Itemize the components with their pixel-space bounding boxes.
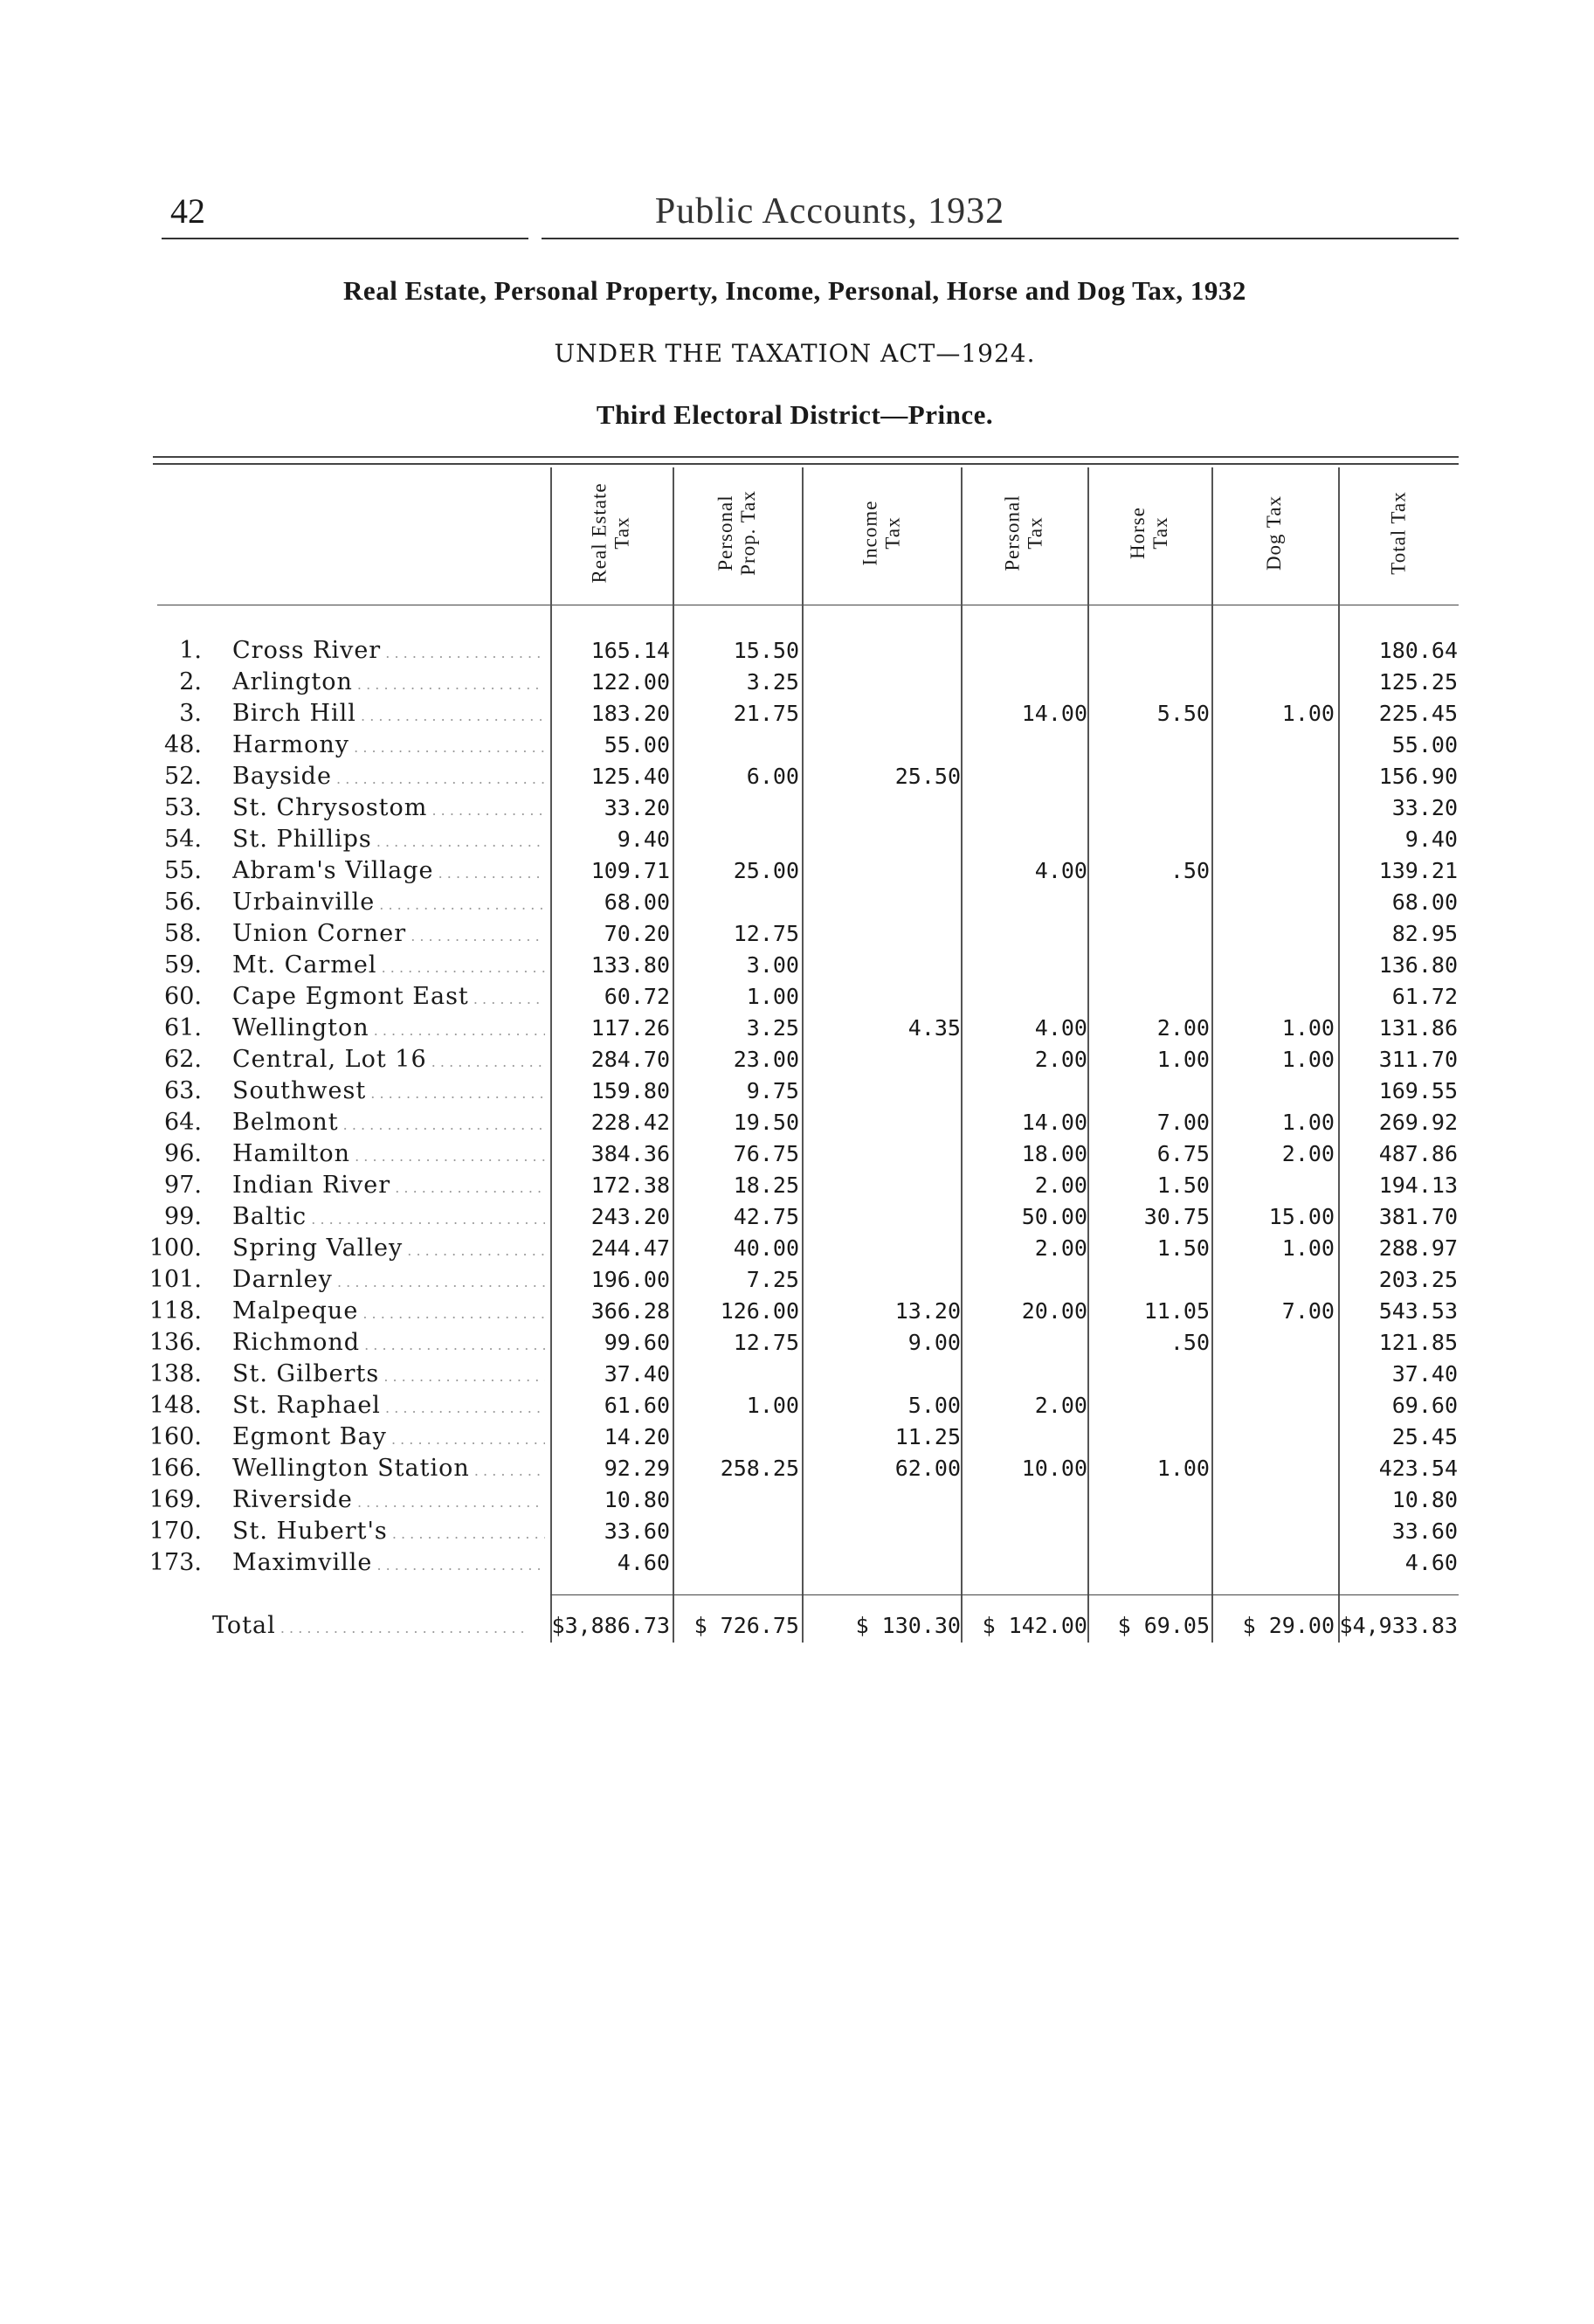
table-cell: 76.75 [733, 1141, 799, 1166]
table-cell: 1.00 [1156, 1456, 1210, 1481]
table-cell: 133.80 [590, 952, 670, 978]
table-cell: 2.00 [1034, 1235, 1087, 1261]
row-number: 3. [179, 700, 202, 727]
table-cell: .50 [1170, 858, 1210, 883]
table-cell: 99.60 [604, 1330, 670, 1355]
table-cell: 2.00 [1281, 1141, 1335, 1166]
table-cell: 125.25 [1378, 669, 1458, 695]
table-cell: 1.50 [1156, 1172, 1210, 1198]
col-head-income: Income Tax [859, 500, 903, 566]
row-number: 97. [164, 1172, 202, 1199]
table-cell: 62.00 [894, 1456, 961, 1481]
col-head-personal: Personal Tax [1001, 495, 1046, 571]
table-row [0, 730, 1594, 761]
table-cell: 10.00 [1021, 1456, 1087, 1481]
table-cell: 14.00 [1021, 1110, 1087, 1135]
table-cell: 68.00 [604, 889, 670, 915]
table-cell: 14.00 [1021, 701, 1087, 726]
row-number: 101. [148, 1266, 202, 1293]
table-cell: 12.75 [733, 1330, 799, 1355]
table-cell: 7.00 [1281, 1298, 1335, 1324]
district-name: Malpeque . . . [232, 1296, 545, 1330]
table-cell: 3.25 [746, 669, 799, 695]
table-cell: 40.00 [733, 1235, 799, 1261]
total-income: $ 130.30 [855, 1613, 961, 1638]
district-name: Egmont Bay . . . [232, 1421, 545, 1456]
table-cell: 1.00 [746, 1393, 799, 1418]
table-cell: 1.00 [1281, 1110, 1335, 1135]
district-name: Bayside . . . [232, 761, 545, 795]
table-cell: 61.72 [1391, 984, 1458, 1009]
table-cell: 2.00 [1156, 1015, 1210, 1041]
table-cell: 366.28 [590, 1298, 670, 1324]
table-cell: 9.40 [617, 827, 670, 852]
table-cell: 37.40 [604, 1361, 670, 1387]
table-row [0, 1516, 1594, 1547]
table-cell: 33.20 [1391, 795, 1458, 820]
table-cell: 11.25 [894, 1424, 961, 1449]
table-cell: 3.00 [746, 952, 799, 978]
table-row [0, 1390, 1594, 1421]
row-number: 148. [148, 1392, 202, 1419]
table-cell: 1.00 [1281, 1047, 1335, 1072]
table-cell: 172.38 [590, 1172, 670, 1198]
table-cell: 543.53 [1378, 1298, 1458, 1324]
table-cell: 194.13 [1378, 1172, 1458, 1198]
table-cell: 1.00 [746, 984, 799, 1009]
table-cell: 20.00 [1021, 1298, 1087, 1324]
row-number: 56. [164, 889, 202, 916]
table-cell: 25.45 [1391, 1424, 1458, 1449]
row-number: 61. [164, 1014, 202, 1041]
table-row [0, 981, 1594, 1013]
table-cell: 126.00 [720, 1298, 799, 1324]
row-number: 166. [148, 1455, 202, 1482]
district-name: Birch Hill . . . [232, 698, 545, 732]
table-cell: 284.70 [590, 1047, 670, 1072]
district-name: Central, Lot 16 . . . [232, 1044, 545, 1078]
table-cell: 1.00 [1156, 1047, 1210, 1072]
table-cell: 136.80 [1378, 952, 1458, 978]
table-cell: 15.50 [733, 638, 799, 663]
district-name: Hamilton . . . [232, 1138, 545, 1172]
district-name: Abram's Village . . . [232, 855, 545, 889]
table-cell: 30.75 [1143, 1204, 1210, 1229]
row-number: 99. [164, 1203, 202, 1230]
table-cell: 61.60 [604, 1393, 670, 1418]
table-cell: 4.00 [1034, 1015, 1087, 1041]
district-name: Union Corner . . . [232, 918, 545, 952]
table-cell: 19.50 [733, 1110, 799, 1135]
table-row [0, 1201, 1594, 1233]
page-number: 42 [170, 191, 205, 231]
district-name: St. Hubert's . . . [232, 1516, 545, 1550]
district-heading: Third Electoral District—Prince. [596, 399, 994, 430]
table-cell: 180.64 [1378, 638, 1458, 663]
table-cell: 9.00 [907, 1330, 961, 1355]
totals-rule [550, 1594, 1459, 1595]
table-cell: 6.00 [746, 764, 799, 789]
table-cell: 14.20 [604, 1424, 670, 1449]
table-cell: 4.00 [1034, 858, 1087, 883]
district-name: Darnley . . . [232, 1264, 545, 1298]
table-top-rule [153, 456, 1459, 458]
row-number: 1. [179, 637, 202, 664]
table-row [0, 792, 1594, 824]
table-row [0, 667, 1594, 698]
table-cell: 117.26 [590, 1015, 670, 1041]
header-rule [542, 238, 1459, 239]
table-cell: 196.00 [590, 1267, 670, 1292]
row-number: 59. [164, 951, 202, 979]
table-row [0, 1076, 1594, 1107]
district-name: St. Raphael . . . [232, 1390, 545, 1424]
table-cell: 269.92 [1378, 1110, 1458, 1135]
row-number: 52. [164, 763, 202, 790]
table-cell: 60.72 [604, 984, 670, 1009]
total-horse: $ 69.05 [1117, 1613, 1210, 1638]
table-cell: 18.00 [1021, 1141, 1087, 1166]
totals-row [0, 1610, 1594, 1642]
table-cell: 15.00 [1268, 1204, 1335, 1229]
table-cell: 18.25 [733, 1172, 799, 1198]
table-cell: 4.35 [907, 1015, 961, 1041]
table-cell: 1.50 [1156, 1235, 1210, 1261]
table-row [0, 1453, 1594, 1484]
table-cell: 169.55 [1378, 1078, 1458, 1103]
table-cell: 5.00 [907, 1393, 961, 1418]
table-row [0, 1013, 1594, 1044]
table-row [0, 918, 1594, 950]
district-name: St. Chrysostom . . . [232, 792, 545, 827]
col-head-horse: Horse Tax [1127, 507, 1171, 559]
row-number: 54. [164, 826, 202, 853]
table-cell: 33.20 [604, 795, 670, 820]
district-name: Riverside . . . [232, 1484, 545, 1518]
table-cell: 82.95 [1391, 921, 1458, 946]
table-cell: 10.80 [1391, 1487, 1458, 1512]
table-cell: 7.00 [1156, 1110, 1210, 1135]
district-name: Cross River . . . [232, 635, 545, 669]
district-name: Wellington . . . [232, 1013, 545, 1047]
table-row [0, 1107, 1594, 1138]
table-cell: 121.85 [1378, 1330, 1458, 1355]
district-name: St. Phillips . . . [232, 824, 545, 858]
table-row [0, 1484, 1594, 1516]
table-cell: 9.40 [1404, 827, 1458, 852]
table-cell: 50.00 [1021, 1204, 1087, 1229]
table-cell: 258.25 [720, 1456, 799, 1481]
table-row [0, 698, 1594, 730]
district-name: Mt. Carmel . . . [232, 950, 545, 984]
table-cell: 12.75 [733, 921, 799, 946]
row-number: 170. [148, 1518, 202, 1545]
table-row [0, 635, 1594, 667]
table-cell: 131.86 [1378, 1015, 1458, 1041]
table-cell: 23.00 [733, 1047, 799, 1072]
table-cell: 4.60 [617, 1550, 670, 1575]
table-row [0, 1421, 1594, 1453]
table-cell: 3.25 [746, 1015, 799, 1041]
table-row [0, 855, 1594, 887]
district-name: Arlington . . . [232, 667, 545, 701]
table-cell: 55.00 [604, 732, 670, 757]
table-cell: 1.00 [1281, 1235, 1335, 1261]
row-number: 2. [179, 668, 202, 695]
table-row [0, 1264, 1594, 1296]
row-number: 160. [148, 1423, 202, 1450]
table-cell: 7.25 [746, 1267, 799, 1292]
total-personal: $ 142.00 [982, 1613, 1087, 1638]
table-cell: 2.00 [1034, 1172, 1087, 1198]
table-row [0, 1327, 1594, 1359]
table-cell: 69.60 [1391, 1393, 1458, 1418]
table-cell: 68.00 [1391, 889, 1458, 915]
row-number: 118. [148, 1297, 202, 1325]
district-name: Baltic . . . [232, 1201, 545, 1235]
total-personal-prop: $ 726.75 [693, 1613, 799, 1638]
table-cell: 70.20 [604, 921, 670, 946]
table-cell: 25.50 [894, 764, 961, 789]
table-subtitle: UNDER THE TAXATION ACT—1924. [554, 339, 1036, 368]
row-number: 58. [164, 920, 202, 947]
table-cell: 288.97 [1378, 1235, 1458, 1261]
row-number: 53. [164, 794, 202, 821]
row-number: 60. [164, 983, 202, 1010]
district-name: Cape Egmont East . . . [232, 981, 545, 1015]
table-cell: 6.75 [1156, 1141, 1210, 1166]
table-cell: 244.47 [590, 1235, 670, 1261]
col-head-real-estate: Real Estate Tax [588, 482, 633, 584]
table-cell: 122.00 [590, 669, 670, 695]
table-cell: 92.29 [604, 1456, 670, 1481]
table-cell: 2.00 [1034, 1047, 1087, 1072]
table-cell: 156.90 [1378, 764, 1458, 789]
district-name: Spring Valley . . . [232, 1233, 545, 1267]
running-head: Public Accounts, 1932 [654, 191, 1005, 232]
table-cell: 165.14 [590, 638, 670, 663]
table-cell: 487.86 [1378, 1141, 1458, 1166]
totals-label: Total . . . [212, 1610, 544, 1644]
row-number: 96. [164, 1140, 202, 1167]
district-name: Belmont . . . [232, 1107, 545, 1141]
row-number: 100. [148, 1235, 202, 1262]
row-number: 138. [148, 1360, 202, 1387]
district-name: Harmony . . . [232, 730, 545, 764]
table-row [0, 1170, 1594, 1201]
row-number: 48. [164, 731, 202, 758]
total-dog: $ 29.00 [1242, 1613, 1335, 1638]
table-cell: 183.20 [590, 701, 670, 726]
table-row [0, 1138, 1594, 1170]
table-cell: 1.00 [1281, 1015, 1335, 1041]
table-cell: 25.00 [733, 858, 799, 883]
table-row [0, 1233, 1594, 1264]
table-cell: 225.45 [1378, 701, 1458, 726]
district-name: Southwest . . . [232, 1076, 545, 1110]
total-real-estate: $3,886.73 [551, 1613, 670, 1638]
table-cell: 4.60 [1404, 1550, 1458, 1575]
table-cell: 10.80 [604, 1487, 670, 1512]
table-row [0, 761, 1594, 792]
col-head-dog: Dog Tax [1263, 495, 1286, 571]
table-cell: 11.05 [1143, 1298, 1210, 1324]
total-total: $4,933.83 [1339, 1613, 1458, 1638]
row-number: 136. [148, 1329, 202, 1356]
row-number: 173. [148, 1549, 202, 1576]
table-row [0, 824, 1594, 855]
table-cell: 109.71 [590, 858, 670, 883]
table-cell: 33.60 [1391, 1518, 1458, 1544]
table-cell: 1.00 [1281, 701, 1335, 726]
table-cell: 381.70 [1378, 1204, 1458, 1229]
table-row [0, 950, 1594, 981]
table-cell: 423.54 [1378, 1456, 1458, 1481]
table-row [0, 1044, 1594, 1076]
table-cell: 13.20 [894, 1298, 961, 1324]
row-number: 55. [164, 857, 202, 884]
table-cell: 55.00 [1391, 732, 1458, 757]
table-cell: 2.00 [1034, 1393, 1087, 1418]
header-rule [162, 238, 528, 239]
table-cell: 159.80 [590, 1078, 670, 1103]
district-name: Maximville . . . [232, 1547, 545, 1581]
col-head-total: Total Tax [1387, 491, 1410, 575]
table-cell: 21.75 [733, 701, 799, 726]
table-row [0, 1359, 1594, 1390]
table-title: Real Estate, Personal Property, Income, Personal, Horse and Dog Tax, 1932 [343, 275, 1246, 306]
table-cell: 33.60 [604, 1518, 670, 1544]
table-cell: 9.75 [746, 1078, 799, 1103]
district-name: Wellington Station . . . [232, 1453, 545, 1487]
row-number: 64. [164, 1109, 202, 1136]
table-cell: 42.75 [733, 1204, 799, 1229]
col-head-personal-prop: Personal Prop. Tax [714, 490, 759, 576]
table-cell: 203.25 [1378, 1267, 1458, 1292]
table-cell: 139.21 [1378, 858, 1458, 883]
table-cell: 384.36 [590, 1141, 670, 1166]
district-name: Urbainville . . . [232, 887, 545, 921]
row-number: 62. [164, 1046, 202, 1073]
district-name: St. Gilberts . . . [232, 1359, 545, 1393]
table-cell: 125.40 [590, 764, 670, 789]
table-top-rule [153, 463, 1459, 465]
table-cell: 311.70 [1378, 1047, 1458, 1072]
table-row [0, 1547, 1594, 1579]
table-cell: 5.50 [1156, 701, 1210, 726]
table-cell: .50 [1170, 1330, 1210, 1355]
table-row [0, 887, 1594, 918]
table-cell: 37.40 [1391, 1361, 1458, 1387]
district-name: Richmond . . . [232, 1327, 545, 1361]
district-name: Indian River . . . [232, 1170, 545, 1204]
table-row [0, 1296, 1594, 1327]
row-number: 169. [148, 1486, 202, 1513]
table-cell: 228.42 [590, 1110, 670, 1135]
table-cell: 243.20 [590, 1204, 670, 1229]
row-number: 63. [164, 1077, 202, 1104]
